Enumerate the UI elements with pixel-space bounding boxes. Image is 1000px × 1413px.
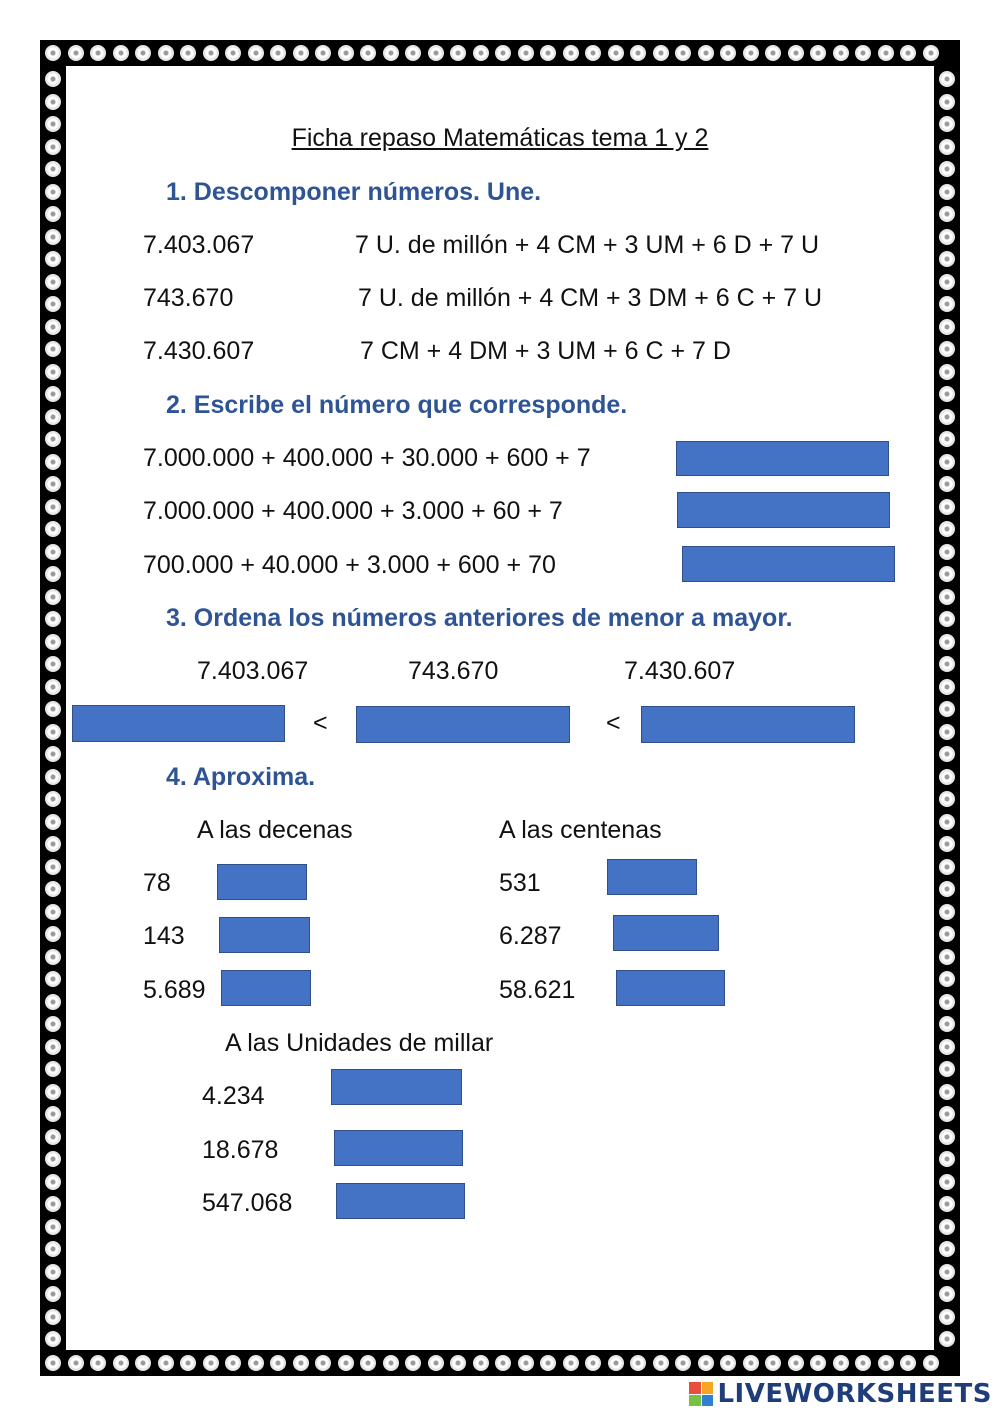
- millar-number-1: 4.234: [202, 1082, 265, 1110]
- millar-answer-box-2[interactable]: [334, 1130, 463, 1166]
- border-flower-icon: [630, 1355, 646, 1371]
- s3-number-1: 7.403.067: [197, 657, 309, 685]
- border-flower-icon: [939, 319, 955, 335]
- millar-label: A las Unidades de millar: [225, 1029, 494, 1057]
- border-flower-icon: [855, 45, 871, 61]
- border-flower-icon: [405, 45, 421, 61]
- border-flower-icon: [45, 904, 61, 920]
- border-flower-icon: [878, 45, 894, 61]
- border-flower-icon: [203, 45, 219, 61]
- border-flower-icon: [939, 1286, 955, 1302]
- liveworksheets-logo: [689, 1379, 992, 1409]
- centenas-label: A las centenas: [499, 816, 662, 844]
- border-flower-icon: [810, 45, 826, 61]
- border-flower-icon: [68, 45, 84, 61]
- border-flower-icon: [45, 296, 61, 312]
- s3-order-box-2[interactable]: [356, 706, 570, 743]
- border-flower-icon: [45, 71, 61, 87]
- border-flower-icon: [939, 1331, 955, 1347]
- border-flower-icon: [939, 1241, 955, 1257]
- border-flower-icon: [900, 45, 916, 61]
- border-flower-icon: [939, 1039, 955, 1055]
- border-flower-icon: [383, 1355, 399, 1371]
- s1-decomposition-2[interactable]: 7 U. de millón + 4 CM + 3 DM + 6 C + 7 U: [358, 284, 823, 312]
- border-flower-icon: [45, 319, 61, 335]
- s3-order-box-1[interactable]: [72, 705, 285, 742]
- border-flower-icon: [45, 499, 61, 515]
- border-flower-icon: [45, 1039, 61, 1055]
- border-flower-icon: [939, 724, 955, 740]
- border-flower-icon: [939, 1174, 955, 1190]
- border-flower-icon: [939, 566, 955, 582]
- border-flower-icon: [180, 45, 196, 61]
- s3-number-2: 743.670: [408, 657, 499, 685]
- s1-number-1[interactable]: 7.403.067: [143, 231, 255, 259]
- border-flower-icon: [939, 161, 955, 177]
- section-1-heading: 1. Descomponer números. Une.: [166, 178, 542, 206]
- border-flower-icon: [939, 296, 955, 312]
- border-flower-icon: [203, 1355, 219, 1371]
- border-flower-icon: [939, 184, 955, 200]
- border-flower-icon: [270, 45, 286, 61]
- border-flower-icon: [45, 566, 61, 582]
- border-flower-icon: [563, 45, 579, 61]
- border-flower-icon: [939, 251, 955, 267]
- border-flower-icon: [45, 1219, 61, 1235]
- border-flower-icon: [45, 926, 61, 942]
- border-flower-icon: [518, 45, 534, 61]
- page-title: Ficha repaso Matemáticas tema 1 y 2: [291, 124, 709, 152]
- border-flower-icon: [45, 206, 61, 222]
- border-flower-icon: [939, 746, 955, 762]
- border-flower-icon: [45, 1174, 61, 1190]
- border-flower-icon: [563, 1355, 579, 1371]
- centenas-number-1: 531: [499, 869, 541, 897]
- border-flower-icon: [939, 454, 955, 470]
- border-flower-icon: [939, 994, 955, 1010]
- s1-decomposition-1[interactable]: 7 U. de millón + 4 CM + 3 UM + 6 D + 7 U: [355, 231, 820, 259]
- border-flower-icon: [585, 1355, 601, 1371]
- border-flower-icon: [765, 1355, 781, 1371]
- border-flower-icon: [939, 431, 955, 447]
- border-flower-icon: [45, 364, 61, 380]
- border-flower-icon: [939, 791, 955, 807]
- border-flower-icon: [45, 1106, 61, 1122]
- border-flower-icon: [900, 1355, 916, 1371]
- border-flower-icon: [45, 1355, 61, 1371]
- border-flower-icon: [923, 45, 939, 61]
- border-flower-icon: [675, 45, 691, 61]
- border-flower-icon: [810, 1355, 826, 1371]
- border-flower-icon: [45, 476, 61, 492]
- border-flower-icon: [45, 1241, 61, 1257]
- border-flower-icon: [675, 1355, 691, 1371]
- border-flower-icon: [315, 45, 331, 61]
- border-flower-icon: [923, 1355, 939, 1371]
- border-flower-icon: [45, 1286, 61, 1302]
- border-flower-icon: [939, 1151, 955, 1167]
- border-flower-icon: [630, 45, 646, 61]
- border-flower-icon: [45, 45, 61, 61]
- border-flower-icon: [473, 1355, 489, 1371]
- border-flower-icon: [45, 724, 61, 740]
- border-flower-icon: [939, 926, 955, 942]
- border-flower-icon: [939, 386, 955, 402]
- millar-number-3: 547.068: [202, 1189, 293, 1217]
- border-flower-icon: [248, 1355, 264, 1371]
- s2-answer-box-2[interactable]: [677, 492, 890, 528]
- border-flower-icon: [45, 656, 61, 672]
- border-flower-icon: [939, 1309, 955, 1325]
- border-flower-icon: [939, 836, 955, 852]
- border-flower-icon: [653, 45, 669, 61]
- border-flower-icon: [45, 409, 61, 425]
- border-flower-icon: [45, 1151, 61, 1167]
- s2-answer-box-1[interactable]: [676, 441, 889, 476]
- border-flower-icon: [45, 611, 61, 627]
- border-flower-icon: [939, 499, 955, 515]
- border-flower-icon: [939, 656, 955, 672]
- border-flower-icon: [939, 476, 955, 492]
- border-flower-icon: [608, 45, 624, 61]
- border-flower-icon: [113, 1355, 129, 1371]
- border-flower-icon: [45, 1264, 61, 1280]
- s1-decomposition-3[interactable]: 7 CM + 4 DM + 3 UM + 6 C + 7 D: [360, 337, 731, 365]
- border-flower-icon: [45, 1331, 61, 1347]
- decenas-label: A las decenas: [197, 816, 353, 844]
- border-flower-icon: [939, 544, 955, 560]
- border-flower-icon: [135, 45, 151, 61]
- border-flower-icon: [428, 45, 444, 61]
- border-flower-icon: [473, 45, 489, 61]
- border-flower-icon: [720, 45, 736, 61]
- border-flower-icon: [293, 1355, 309, 1371]
- border-flower-icon: [225, 1355, 241, 1371]
- border-flower-icon: [765, 45, 781, 61]
- border-flower-icon: [225, 45, 241, 61]
- s1-number-3[interactable]: 7.430.607: [143, 337, 255, 365]
- border-flower-icon: [45, 544, 61, 560]
- s3-number-3: 7.430.607: [624, 657, 736, 685]
- border-flower-icon: [338, 1355, 354, 1371]
- border-flower-icon: [45, 229, 61, 245]
- border-flower-icon: [45, 94, 61, 110]
- border-flower-icon: [939, 611, 955, 627]
- liveworksheets-mark-icon: [689, 1382, 713, 1406]
- border-flower-icon: [90, 1355, 106, 1371]
- border-flower-icon: [939, 274, 955, 290]
- border-flower-icon: [45, 341, 61, 357]
- border-flower-icon: [45, 791, 61, 807]
- border-flower-icon: [45, 454, 61, 470]
- border-flower-icon: [428, 1355, 444, 1371]
- border-flower-icon: [939, 409, 955, 425]
- border-flower-icon: [833, 1355, 849, 1371]
- centenas-number-3: 58.621: [499, 976, 576, 1004]
- border-flower-icon: [45, 1129, 61, 1145]
- border-flower-icon: [135, 1355, 151, 1371]
- millar-answer-box-1[interactable]: [331, 1069, 462, 1105]
- border-flower-icon: [45, 971, 61, 987]
- border-flower-icon: [939, 521, 955, 537]
- centenas-answer-box-1[interactable]: [607, 859, 697, 895]
- centenas-answer-box-2[interactable]: [613, 915, 719, 951]
- border-flower-icon: [939, 1264, 955, 1280]
- border-flower-icon: [45, 589, 61, 605]
- border-flower-icon: [939, 1016, 955, 1032]
- border-flower-icon: [939, 94, 955, 110]
- s3-less-than-1: <: [313, 709, 328, 737]
- border-flower-icon: [45, 634, 61, 650]
- border-flower-icon: [939, 814, 955, 830]
- border-flower-icon: [113, 45, 129, 61]
- border-flower-icon: [698, 1355, 714, 1371]
- border-flower-icon: [939, 1219, 955, 1235]
- border-flower-icon: [653, 1355, 669, 1371]
- border-flower-icon: [45, 746, 61, 762]
- border-flower-icon: [180, 1355, 196, 1371]
- border-flower-icon: [383, 45, 399, 61]
- border-flower-icon: [939, 904, 955, 920]
- border-flower-icon: [90, 45, 106, 61]
- border-flower-icon: [68, 1355, 84, 1371]
- s3-less-than-2: <: [606, 709, 621, 737]
- decenas-answer-box-3[interactable]: [221, 970, 311, 1006]
- border-flower-icon: [45, 949, 61, 965]
- border-flower-icon: [939, 589, 955, 605]
- border-flower-icon: [293, 45, 309, 61]
- border-flower-icon: [45, 836, 61, 852]
- border-flower-icon: [878, 1355, 894, 1371]
- s2-expression-3: 700.000 + 40.000 + 3.000 + 600 + 70: [143, 551, 556, 579]
- border-flower-icon: [939, 1196, 955, 1212]
- border-flower-icon: [939, 341, 955, 357]
- border-flower-icon: [788, 1355, 804, 1371]
- liveworksheets-brand: LIVEWORKSHEETS: [717, 1379, 992, 1409]
- border-flower-icon: [720, 1355, 736, 1371]
- border-flower-icon: [939, 971, 955, 987]
- border-flower-icon: [939, 701, 955, 717]
- border-flower-icon: [939, 1061, 955, 1077]
- border-flower-icon: [939, 859, 955, 875]
- border-flower-icon: [939, 229, 955, 245]
- section-2-heading: 2. Escribe el número que corresponde.: [166, 391, 628, 419]
- border-flower-icon: [743, 1355, 759, 1371]
- s3-order-box-3[interactable]: [641, 706, 855, 743]
- s2-expression-2: 7.000.000 + 400.000 + 3.000 + 60 + 7: [143, 497, 563, 525]
- border-flower-icon: [45, 769, 61, 785]
- decenas-answer-box-1[interactable]: [217, 864, 307, 900]
- border-flower-icon: [338, 45, 354, 61]
- border-flower-icon: [45, 1084, 61, 1100]
- border-flower-icon: [939, 679, 955, 695]
- millar-answer-box-3[interactable]: [336, 1183, 465, 1219]
- border-flower-icon: [45, 1196, 61, 1212]
- s2-answer-box-3[interactable]: [682, 546, 895, 582]
- border-flower-icon: [158, 1355, 174, 1371]
- border-flower-icon: [939, 206, 955, 222]
- s1-number-2[interactable]: 743.670: [143, 284, 234, 312]
- decenas-number-3: 5.689: [143, 976, 206, 1004]
- border-flower-icon: [855, 1355, 871, 1371]
- border-flower-icon: [45, 1061, 61, 1077]
- border-flower-icon: [788, 45, 804, 61]
- border-flower-icon: [360, 1355, 376, 1371]
- border-flower-icon: [540, 1355, 556, 1371]
- border-flower-icon: [939, 1084, 955, 1100]
- border-flower-icon: [360, 45, 376, 61]
- centenas-answer-box-3[interactable]: [616, 970, 725, 1006]
- border-flower-icon: [248, 45, 264, 61]
- s2-expression-1: 7.000.000 + 400.000 + 30.000 + 600 + 7: [143, 444, 591, 472]
- border-flower-icon: [939, 1106, 955, 1122]
- border-flower-icon: [405, 1355, 421, 1371]
- border-flower-icon: [518, 1355, 534, 1371]
- border-flower-icon: [450, 1355, 466, 1371]
- border-flower-icon: [45, 521, 61, 537]
- border-flower-icon: [45, 814, 61, 830]
- border-flower-icon: [939, 634, 955, 650]
- border-flower-icon: [540, 45, 556, 61]
- border-flower-icon: [45, 679, 61, 695]
- border-flower-icon: [45, 994, 61, 1010]
- border-flower-icon: [939, 949, 955, 965]
- border-flower-icon: [45, 701, 61, 717]
- decenas-answer-box-2[interactable]: [219, 917, 310, 953]
- border-flower-icon: [45, 161, 61, 177]
- border-flower-icon: [45, 251, 61, 267]
- border-flower-icon: [158, 45, 174, 61]
- section-3-heading: 3. Ordena los números anteriores de menor a mayor.: [166, 604, 793, 632]
- decenas-number-1: 78: [143, 869, 171, 897]
- border-flower-icon: [743, 45, 759, 61]
- border-flower-icon: [270, 1355, 286, 1371]
- border-flower-icon: [450, 45, 466, 61]
- border-flower-icon: [45, 881, 61, 897]
- border-flower-icon: [939, 364, 955, 380]
- border-flower-icon: [45, 1016, 61, 1032]
- border-flower-icon: [315, 1355, 331, 1371]
- border-flower-icon: [833, 45, 849, 61]
- border-flower-icon: [939, 71, 955, 87]
- border-flower-icon: [495, 45, 511, 61]
- border-flower-icon: [939, 769, 955, 785]
- border-flower-icon: [939, 881, 955, 897]
- border-flower-icon: [45, 274, 61, 290]
- section-4-heading: 4. Aproxima.: [166, 763, 316, 791]
- border-flower-icon: [45, 859, 61, 875]
- border-flower-icon: [45, 1309, 61, 1325]
- border-flower-icon: [939, 1129, 955, 1145]
- border-flower-icon: [45, 184, 61, 200]
- millar-number-2: 18.678: [202, 1136, 279, 1164]
- decenas-number-2: 143: [143, 922, 185, 950]
- centenas-number-2: 6.287: [499, 922, 562, 950]
- border-flower-icon: [45, 431, 61, 447]
- border-flower-icon: [608, 1355, 624, 1371]
- border-flower-icon: [585, 45, 601, 61]
- border-flower-icon: [495, 1355, 511, 1371]
- border-flower-icon: [45, 386, 61, 402]
- border-flower-icon: [698, 45, 714, 61]
